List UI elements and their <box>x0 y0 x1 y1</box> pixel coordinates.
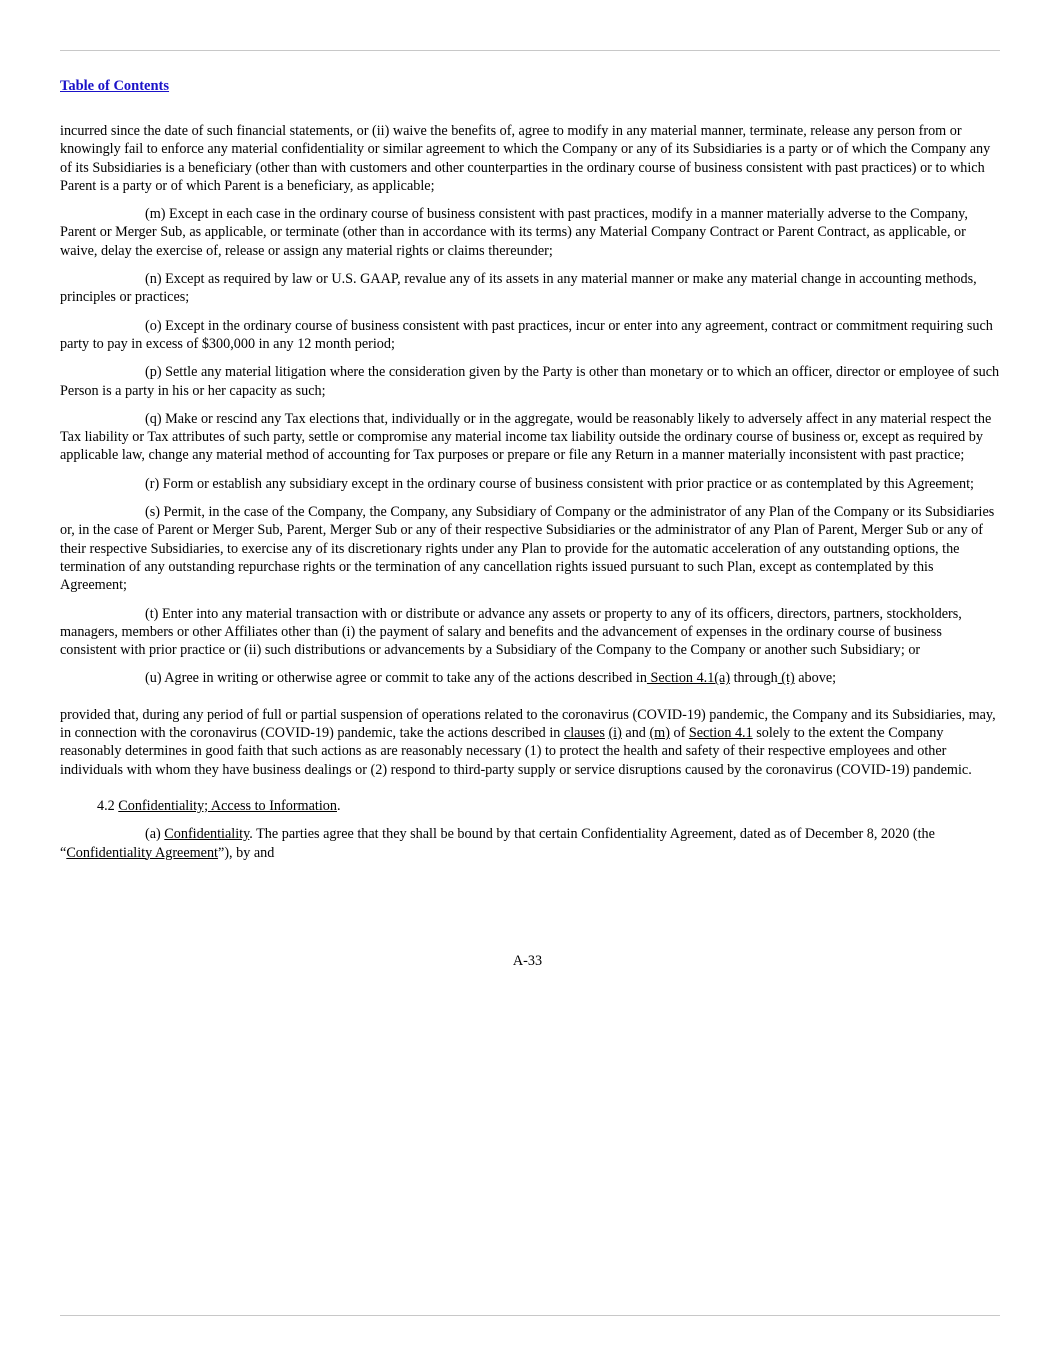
paragraph-a-label: (a) <box>145 826 165 843</box>
bottom-divider <box>60 1315 1000 1316</box>
confidentiality-heading: Confidentiality <box>164 826 250 843</box>
paragraph-u <box>60 669 1002 687</box>
page-number: A-33 <box>512 953 543 969</box>
paragraph-p: (p) Settle any material litigation where the consideration given by the Party is other than monetary or to which an officer, director or employee of such Person is a party in his or her capacity as such; <box>60 364 1000 399</box>
clause-t-reference: (t) <box>777 670 795 687</box>
section-4-2-title: Confidentiality; Access to Information <box>118 797 337 814</box>
paragraph-continuation: incurred since the date of such financial statements, or (ii) waive the benefits of, agree to modify in any material manner, terminate, release any person from or knowingly fail to enforce any material confidentiality or similar agreement to which the Company or any of its Subsidiaries is a party or of which the Company any of its Subsidiaries is a beneficiary (other than with customers and other counterparties in the ordinary course of business consistent with past practices) or to which Parent is a party or of which Parent is a beneficiary, as applicable; <box>60 123 991 194</box>
section-4-2-heading <box>60 797 1002 815</box>
provided-text-b: and <box>621 725 650 742</box>
provided-text-c: of <box>669 725 689 742</box>
clause-m-reference: (m) <box>649 725 670 742</box>
section-4-1-a-reference: Section 4.1(a) <box>646 670 731 687</box>
confidentiality-agreement-term: Confidentiality Agreement <box>66 844 219 861</box>
paragraph-u-text-a: (u) Agree in writing or otherwise agree or commit to take any of the actions described in <box>145 670 647 687</box>
clauses-reference: clauses <box>563 725 605 742</box>
section-4-2-number: 4.2 <box>97 797 119 814</box>
top-divider <box>60 50 1000 51</box>
paragraph-a-confidentiality <box>60 825 1002 862</box>
paragraph-a-text-c: ”), by and <box>218 844 275 861</box>
paragraph-o: (o) Except in the ordinary course of business consistent with past practices, incur or enter into any agreement, contract or commitment requiring such party to pay in excess of $300,000 in any 12 month period; <box>60 317 993 352</box>
paragraph-provided-that <box>60 706 1002 779</box>
provided-text-d: solely to the extent the Company reasonably determines in good faith that such actions as are reasonably necessary (1) to protect the health and safety of their respective employees and other individuals with whom they have business dealings or (2) respond to third-party supply or service disruptions caused by the coronavirus (COVID-19) pandemic. <box>60 725 972 778</box>
paragraph-u-text-c: above; <box>794 670 837 687</box>
paragraph-m: (m) Except in each case in the ordinary course of business consistent with past practices, modify in a manner materially adverse to the Company, Parent or Merger Sub, as applicable, or terminate (other than in accordance with its terms) any Material Company Contract or Parent Contract, as applicable, or waive, delay the exercise of, release or assign any material rights or claims thereunder; <box>60 206 968 259</box>
paragraph-a-text-b: . The parties agree that they shall be bound by that certain Confidentiality Agreement, dated as of December 8, 2020 (the “ <box>60 826 935 861</box>
provided-text-a: provided that, during any period of full or partial suspension of operations related to the coronavirus (COVID-19) pandemic, the Company and its Subsidiaries, may, in connection with the coronavirus (COVID-19) pandemic, take the actions described in <box>60 706 996 742</box>
paragraph-n: (n) Except as required by law or U.S. GAAP, revalue any of its assets in any material manner or make any material change in accounting methods, principles or practices; <box>60 271 977 306</box>
table-of-contents-link[interactable]: Table of Contents <box>60 78 170 94</box>
paragraph-u-text-b: through <box>730 670 778 687</box>
paragraph-q: (q) Make or rescind any Tax elections that, individually or in the aggregate, would be reasonably likely to adversely affect in any material respect the Tax liability or Tax attributes of such party, settle or compromise any material income tax liability outside the ordinary course of business or, except as required by applicable law, change any material method of accounting for Tax purposes or prepare or file any Return in a manner materially inconsistent with past practice; <box>60 410 992 464</box>
clause-i-reference: (i) <box>608 725 622 742</box>
section-4-2-period: . <box>336 797 341 814</box>
paragraph-r: (r) Form or establish any subsidiary except in the ordinary course of business consistent with prior practice or as contemplated by this Agreement; <box>145 475 974 492</box>
section-4-1-reference: Section 4.1 <box>688 725 753 742</box>
paragraph-t: (t) Enter into any material transaction with or distribute or advance any assets or property to any of its officers, directors, partners, stockholders, managers, members or other Affiliates other than (i) the payment of salary and benefits and the advancement of expenses in the ordinary course of business consistent with prior practice or (ii) such distributions or advancements by a Subsidiary of the Company to the Company or another such Subsidiary; or <box>60 605 962 659</box>
paragraph-s: (s) Permit, in the case of the Company, the Company, any Subsidiary of Company or the administrator of any Plan of the Company or its Subsidiaries or, in the case of Parent or Merger Sub, Parent, Merger Sub or any of their respective Subsidiaries or the administrator of any Plan of Parent, Merger Sub or any of their respective Subsidiaries, to exercise any of its discretionary rights under any Plan to provide for the automatic acceleration of any outstanding options, the termination of any outstanding repurchase rights or the termination of any cancellation rights issued pursuant to such Plan, except as contemplated by this Agreement; <box>60 504 995 594</box>
document-body <box>60 122 1002 872</box>
